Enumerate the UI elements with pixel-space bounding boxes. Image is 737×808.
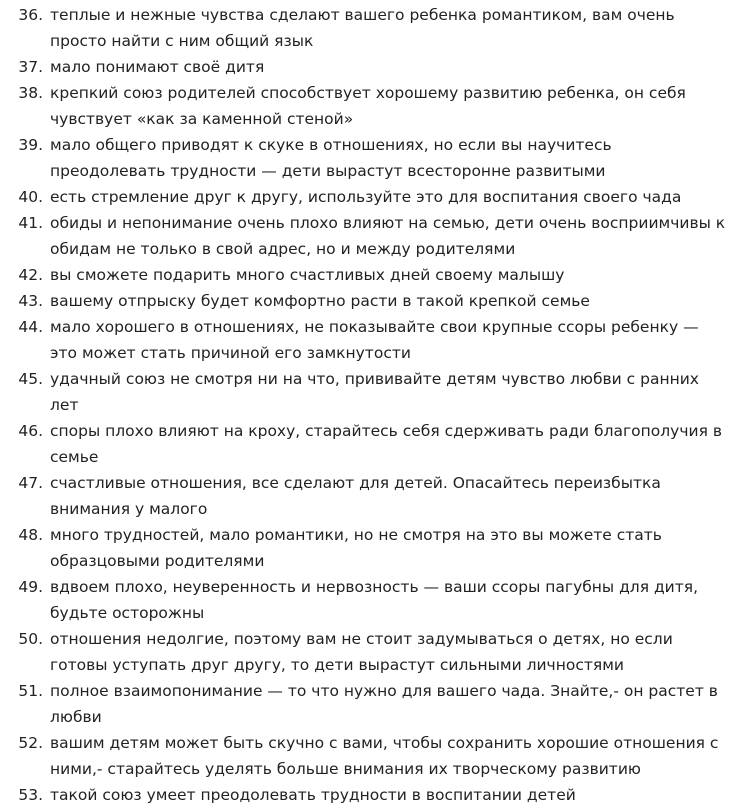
item-number: 45. (18, 370, 43, 388)
item-text: вы сможете подарить много счастливых дней своему малышу (50, 266, 565, 284)
item-number: 41. (18, 214, 43, 232)
item-number: 53. (18, 786, 43, 804)
item-text: мало хорошего в отношениях, не показывайте свои крупные ссоры ребенку — это может стать причиной его замкнутости (50, 318, 699, 362)
list-item (0, 470, 729, 522)
list-item (0, 54, 729, 80)
list-item (0, 80, 729, 132)
item-text: полное взаимопонимание — то что нужно для вашего чада. Знайте,- он растет в любви (50, 682, 718, 726)
item-number: 46. (18, 422, 43, 440)
item-number: 44. (18, 318, 43, 336)
list-item (0, 366, 729, 418)
item-number: 52. (18, 734, 43, 752)
list-item (0, 730, 729, 782)
list-item (0, 132, 729, 184)
item-number: 40. (18, 188, 43, 206)
list-item (0, 418, 729, 470)
item-text: мало понимают своё дитя (50, 58, 265, 76)
list-item (0, 522, 729, 574)
item-number: 48. (18, 526, 43, 544)
list-item (0, 314, 729, 366)
item-text: споры плохо влияют на кроху, старайтесь себя сдерживать ради благополучия в семье (50, 422, 722, 466)
list-item (0, 626, 729, 678)
list-item (0, 782, 729, 808)
item-text: такой союз умеет преодолевать трудности в воспитании детей (50, 786, 576, 804)
list-item (0, 288, 729, 314)
item-text: много трудностей, мало романтики, но не смотря на это вы можете стать образцовыми родителями (50, 526, 662, 570)
list-item (0, 210, 729, 262)
list-item (0, 574, 729, 626)
item-text: крепкий союз родителей способствует хорошему развитию ребенка, он себя чувствует «как за каменной стеной» (50, 84, 686, 128)
list-item (0, 678, 729, 730)
item-number: 43. (18, 292, 43, 310)
item-number: 37. (18, 58, 43, 76)
list-item (0, 2, 729, 54)
item-number: 51. (18, 682, 43, 700)
item-number: 42. (18, 266, 43, 284)
item-number: 47. (18, 474, 43, 492)
item-text: вашим детям может быть скучно с вами, чтобы сохранить хорошие отношения с ними,- старайтесь уделять больше внимания их творческому развитию (50, 734, 719, 778)
item-text: мало общего приводят к скуке в отношениях, но если вы научитесь преодолевать трудности — дети вырастут всесторонне развитыми (50, 136, 612, 180)
item-text: теплые и нежные чувства сделают вашего ребенка романтиком, вам очень просто найти с ним общий язык (50, 6, 675, 50)
item-number: 49. (18, 578, 43, 596)
item-text: есть стремление друг к другу, используйте это для воспитания своего чада (50, 188, 682, 206)
list-item (0, 184, 729, 210)
list-item (0, 262, 729, 288)
item-number: 38. (18, 84, 43, 102)
item-number: 36. (18, 6, 43, 24)
item-number: 39. (18, 136, 43, 154)
item-number: 50. (18, 630, 43, 648)
item-text: удачный союз не смотря ни на что, прививайте детям чувство любви с ранних лет (50, 370, 699, 414)
item-text: вдвоем плохо, неуверенность и нервозность — ваши ссоры пагубны для дитя, будьте осторожны (50, 578, 699, 622)
item-text: обиды и непонимание очень плохо влияют на семью, дети очень восприимчивы к обидам не только в свой адрес, но и между родителями (50, 214, 726, 258)
item-text: отношения недолгие, поэтому вам не стоит задумываться о детях, но если готовы уступать друг другу, то дети вырастут сильными личностями (50, 630, 673, 674)
item-text: вашему отпрыску будет комфортно расти в такой крепкой семье (50, 292, 590, 310)
item-text: счастливые отношения, все сделают для детей. Опасайтесь переизбытка внимания у малого (50, 474, 661, 518)
